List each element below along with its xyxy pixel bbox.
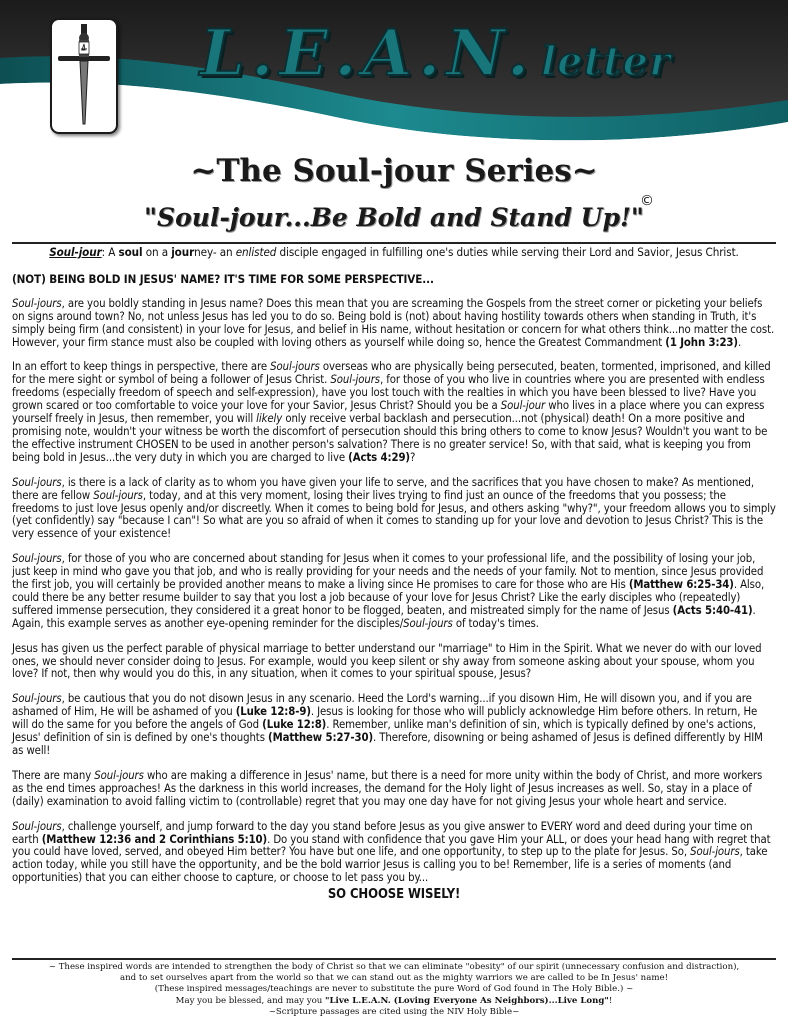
sword-icon bbox=[52, 20, 116, 132]
paragraph-text: Soul-jours bbox=[12, 692, 62, 706]
definition bbox=[12, 246, 776, 259]
series-subtitle: "Soul-jour...Be Bold and Stand Up!" bbox=[144, 203, 644, 232]
paragraph-text: There are many bbox=[12, 768, 95, 782]
section-heading: (NOT) BEING BOLD IN JESUS' NAME? IT'S TIME FOR SOME PERSPECTIVE... bbox=[12, 271, 434, 286]
definition-text: : A bbox=[101, 245, 119, 259]
closing-line: SO CHOOSE WISELY! bbox=[327, 887, 461, 903]
definition-term: Soul-jour bbox=[49, 245, 102, 259]
footer-line: ~Scripture passages are cited using the NIV Holy Bible~ bbox=[268, 1006, 520, 1017]
definition-text: on a bbox=[142, 245, 172, 259]
footer-text: ! bbox=[608, 995, 613, 1006]
paragraph-5: Jesus has given us the perfect parable of physical marriage to better understand our "marriage" to Him in the Spirit. What we never do with our loved ones, we should never consider doing to Jesus. For example, would you keep silent or shy away from someone asking about your spouse, whom you love? If not, then why would you do this, in any situation, when it comes to your spiritual spouse, Jesus? bbox=[12, 641, 762, 681]
series-title: ~The Soul-jour Series~ bbox=[190, 153, 598, 189]
paragraph-text: Soul-jours bbox=[93, 488, 143, 502]
paragraph-text: overseas who are physically being persecuted, beaten, tormented, imprisoned, and killed for the mere sight or symbol of being a follower of Jesus Christ. bbox=[12, 360, 771, 387]
paragraph-text: Soul-jours bbox=[94, 768, 144, 782]
scripture-ref: (Luke 12:8) bbox=[262, 718, 327, 732]
paragraph-text: , are you boldly standing in Jesus name? Does this mean that you are screaming the Gospels from the street corner or picketing your beliefs on signs around town? No, not unless Jesus has led you to do so. Being bold is (not) about having hostility towards others when standing in Truth, it's simply being firm (and consistent) in your love for Jesus, and belief in His name, without hesitation or concern for what others think...no matter the cost. However, your firm stance must also be coupled with loving others as yourself while doing so, hence the Greatest Commandment bbox=[12, 296, 775, 349]
footer-line: (These inspired messages/teachings are never to substitute the pure Word of God found in The Holy Bible.) ~ bbox=[154, 984, 634, 995]
paragraph-text: , be cautious that you do not disown Jesus in any scenario. Heed the Lord's warning...if you disown Him, He will disown you, and if you are ashamed of Him, He will be ashamed of you bbox=[12, 692, 752, 719]
paragraph-text: . Jesus is looking for those who will publicly acknowledge Him before others. In return, He will do the same for you before the angels of God bbox=[12, 705, 758, 732]
paragraph-text: Soul-jours bbox=[12, 552, 62, 566]
logo bbox=[50, 18, 118, 134]
paragraph-text: of today's times. bbox=[452, 616, 539, 630]
paragraph-text: likely bbox=[256, 412, 283, 426]
paragraph-4 bbox=[12, 553, 776, 630]
paragraph-text: Soul-jours bbox=[270, 360, 320, 374]
paragraph-text: Soul-jours bbox=[403, 616, 453, 630]
definition-text: disciple engaged in fulfilling one's duties while serving their Lord and Savior, Jesus Christ. bbox=[276, 245, 739, 259]
paragraph-text: Soul-jours bbox=[330, 373, 380, 387]
footer-text: May you be blessed, and may you bbox=[175, 995, 326, 1006]
paragraph-text: , is there is a lack of clarity as to whom you have given your life to serve, and the sacrifices that you have chosen to make? As mentioned, there are fellow bbox=[12, 475, 755, 502]
footer-blessing bbox=[12, 996, 776, 1007]
article-body bbox=[12, 246, 776, 902]
paragraph-text: . Also, could there be any better resume builder to say that you lost a job because of your love for Jesus Christ? Like the early disciples who (repeatedly) suffered immense persecution, they considered it a great honor to be flogged, beaten, and mistreated simply for the name of Jesus bbox=[12, 578, 765, 617]
brand-title bbox=[200, 16, 671, 91]
definition-text: ney- an bbox=[194, 245, 236, 259]
footer-motto: "Live L.E.A.N. (Loving Everyone As Neighbors)...Live Long" bbox=[325, 995, 609, 1006]
masthead bbox=[0, 0, 788, 150]
paragraph-text: . bbox=[737, 335, 742, 349]
scripture-ref: (Luke 12:8-9) bbox=[235, 705, 311, 719]
paragraph-text: Soul-jours bbox=[12, 819, 62, 833]
paragraph-text: Soul-jours bbox=[12, 296, 62, 310]
paragraph-3 bbox=[12, 477, 776, 542]
scripture-ref: (Matthew 12:36 and 2 Corinthians 5:10) bbox=[41, 832, 268, 846]
paragraph-text: Soul-jour bbox=[500, 399, 546, 413]
paragraph-text: , for those of you who are concerned about standing for Jesus when it comes to your professional life, and the possibility of losing your job, just keep in mind who gave you that job, and who is really providing for your needs and the needs of your family. Not to mention, since Jesus provided the first job, you will certainly be provided another means to make a living since He promises to care for those who are His bbox=[12, 552, 764, 592]
paragraph-8 bbox=[12, 821, 776, 886]
paragraph-6 bbox=[12, 693, 776, 758]
paragraph-text: Soul-jours bbox=[690, 845, 740, 859]
paragraph-text: In an effort to keep things in perspective, there are bbox=[12, 360, 271, 374]
paragraph-text: , for those of you who live in countries where you are presented with endless freedoms (especially freedom of speech and self-expression), have you lost touch with the realties in which you have been blessed to live? Have you grown scared or too comfortable to voice your love for your Savior, Jesus Christ? Should you be a bbox=[12, 373, 765, 413]
paragraph-text: , take action today, while you still have the opportunity, and be the bold warrior Jesus is calling you to be! Remember, life is a series of moments (and opportunities) that you can either choose to capture, or choose to let pass you by... bbox=[12, 845, 768, 885]
paragraph-text: . Do you stand with confidence that you gave Him your ALL, or does your head hang with regret that you could have loved, served, and obeyed Him better? You have but one life, and one opportunity, to step up to the plate for Jesus. So, bbox=[12, 832, 771, 859]
definition-enlisted: enlisted bbox=[235, 245, 277, 259]
paragraph-text: , challenge yourself, and jump forward to the day you stand before Jesus as you give answer to EVERY word and deed during your time on earth bbox=[12, 819, 753, 846]
paragraph-text: only receive verbal backlash and persecution...not (physical) death! On a more positive and promising note, wouldn't your witness be worth the discomfort of persecution should this bring others to come to know Jesus? Wouldn't you want to be the effective instrument CHOSEN to be used in another person's salvation? There is no greater service! So, with that said, what is keeping you from being bold in Jesus...the very duty in which you are charged to live bbox=[12, 412, 768, 464]
definition-jour: jour bbox=[171, 245, 195, 259]
paragraph-text: who are making a difference in Jesus' name, but there is a need for more unity within the body of Christ, and more workers as the end times approaches! As the darkness in this world increases, the demand for the Holy light of Jesus increases as well. So, stay in a place of (daily) examination to avoid falling victim to (controllable) regret that you may one day have for not giving Jesus your whole heart and service. bbox=[12, 768, 763, 808]
footer-line: ~ These inspired words are intended to strengthen the body of Christ so that we can eliminate "obesity" of our spirit (unnecessary confusion and distraction), bbox=[48, 962, 740, 972]
definition-soul: soul bbox=[118, 245, 143, 259]
paragraph-text: Soul-jours bbox=[12, 475, 62, 489]
scripture-ref: (Matthew 5:27-30) bbox=[268, 731, 374, 745]
scripture-ref: (1 John 3:23) bbox=[665, 335, 738, 349]
footer bbox=[12, 962, 776, 1018]
paragraph-text: . Again, this example serves as another eye-opening reminder for the disciples/ bbox=[12, 603, 756, 630]
paragraph-text: , today, and at this very moment, losing their lives trying to find just an ounce of the freedoms that you possess; the freedoms to just love Jesus openly and/or discreetly. When it comes to being bold for Jesus, and others asking "why?", your freedom allows you to simply (yet confidently) say "because I can"! So what are you so afraid of when it comes to standing up for your love and devotion to Jesus Christ? This is the very essence of your existence! bbox=[12, 488, 776, 541]
brand-name: L.E.A.N. bbox=[200, 16, 535, 91]
scripture-ref: (Matthew 6:25-34) bbox=[628, 578, 734, 592]
paragraph-text: . Remember, unlike man's definition of sin, which is typically defined by one's actions, Jesus' definition of sin is defined by one's thoughts bbox=[12, 718, 756, 745]
paragraph-text: . Therefore, disowning or being ashamed of Jesus is defined differently by HIM as well! bbox=[12, 731, 763, 757]
paragraph-2 bbox=[12, 361, 776, 464]
paragraph-1 bbox=[12, 298, 776, 350]
paragraph-text: who lives in a place where you can express yourself freely in Jesus, then remember, you will bbox=[12, 399, 765, 426]
paragraph-text: ? bbox=[409, 450, 416, 464]
title-divider bbox=[12, 242, 776, 244]
footer-line: and to set ourselves apart from the world so that we can stand out as the mighty warriors we are called to be In Jesus' name! bbox=[119, 973, 669, 984]
footer-divider bbox=[12, 958, 776, 960]
scripture-ref: (Acts 5:40-41) bbox=[672, 603, 753, 617]
copyright-symbol: © bbox=[640, 193, 654, 209]
brand-suffix: letter bbox=[540, 38, 672, 85]
paragraph-7 bbox=[12, 770, 776, 809]
scripture-ref: (Acts 4:29) bbox=[348, 450, 410, 464]
